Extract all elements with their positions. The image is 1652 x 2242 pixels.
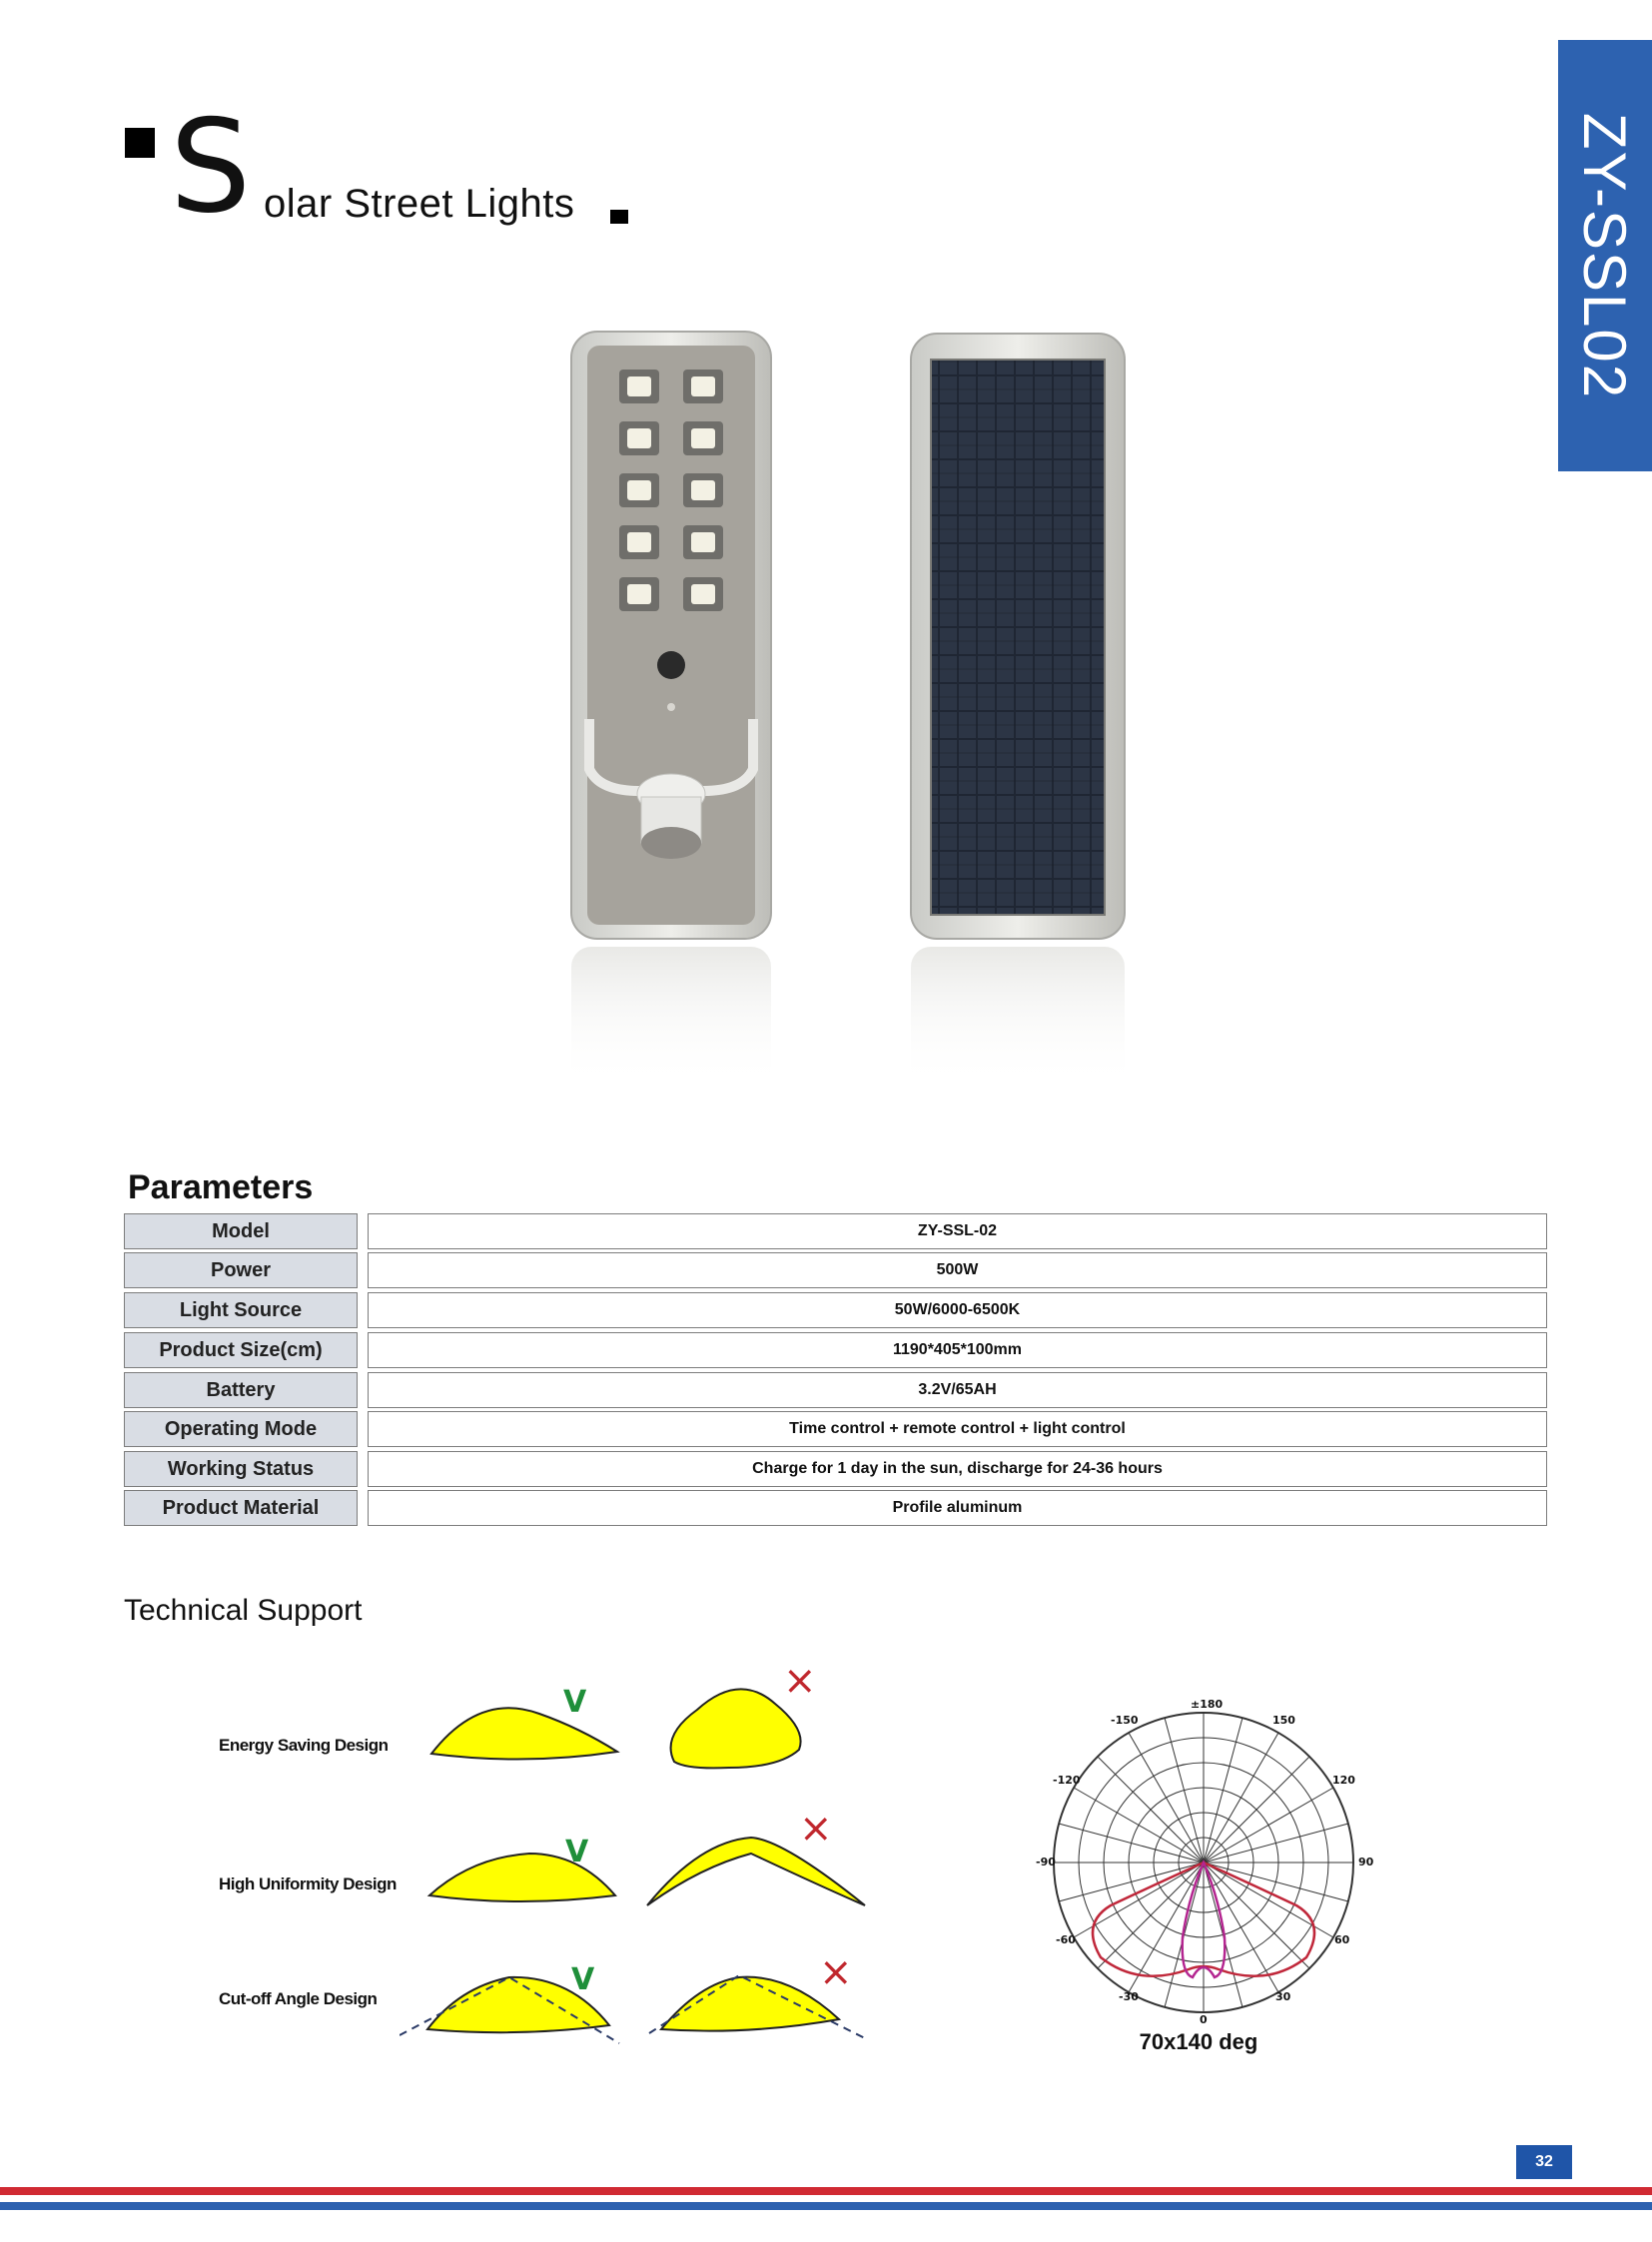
param-label: Product Material <box>124 1490 358 1526</box>
angle-label: -60 <box>1056 1933 1076 1946</box>
table-row <box>124 1252 1547 1288</box>
title-end-square <box>610 210 628 224</box>
param-value: 1190*405*100mm <box>368 1332 1547 1368</box>
title-bullet-square <box>125 128 155 158</box>
param-label: Light Source <box>124 1292 358 1328</box>
parameters-heading: Parameters <box>128 1168 314 1206</box>
page-title: olar Street Lights <box>264 182 575 226</box>
param-label: Working Status <box>124 1451 358 1487</box>
param-value: Charge for 1 day in the sun, discharge for 24-36 hours <box>368 1451 1547 1487</box>
angle-label: 0 <box>1200 2013 1208 2026</box>
design-label-energy-saving: Energy Saving Design <box>219 1736 389 1755</box>
beam-good-energy-saving <box>431 1708 617 1759</box>
angle-label: ±180 <box>1191 1698 1224 1711</box>
param-value: 500W <box>368 1252 1547 1288</box>
param-value: ZY-SSL-02 <box>368 1213 1547 1249</box>
side-tab-label: ZY-SSL02 <box>1571 112 1639 399</box>
param-label: Model <box>124 1213 358 1249</box>
check-mark-high-uniformity: V <box>565 1835 589 1869</box>
param-label: Product Size(cm) <box>124 1332 358 1368</box>
angle-label: 90 <box>1358 1856 1374 1868</box>
param-value: 50W/6000-6500K <box>368 1292 1547 1328</box>
page-number: 32 <box>1516 2145 1572 2179</box>
angle-label: -150 <box>1111 1714 1139 1727</box>
angle-label: 60 <box>1334 1933 1350 1946</box>
polar-distribution-chart <box>1029 1688 1388 2027</box>
table-row <box>124 1292 1547 1328</box>
beam-bad-cut-off <box>661 1977 839 2031</box>
angle-label: -120 <box>1053 1774 1081 1787</box>
angle-label: 120 <box>1332 1774 1355 1787</box>
model-side-tab <box>1558 40 1652 471</box>
beam-design-diagrams <box>400 1658 899 2057</box>
table-row <box>124 1332 1547 1368</box>
table-row <box>124 1411 1547 1447</box>
angle-label: -30 <box>1119 1990 1139 2003</box>
table-row <box>124 1213 1547 1249</box>
technical-support-heading: Technical Support <box>124 1594 363 1627</box>
cross-mark-cut-off: × <box>819 1949 853 1995</box>
param-value: 3.2V/65AH <box>368 1372 1547 1408</box>
title-initial-letter: S <box>170 93 252 242</box>
check-mark-energy-saving: V <box>563 1685 587 1720</box>
param-label: Operating Mode <box>124 1411 358 1447</box>
table-row <box>124 1372 1547 1408</box>
polar-chart-caption: 70x140 deg <box>1139 2029 1258 2054</box>
design-label-high-uniformity: High Uniformity Design <box>219 1874 397 1893</box>
param-label: Battery <box>124 1372 358 1408</box>
footer-stripe-red <box>0 2187 1652 2195</box>
angle-label: 30 <box>1275 1990 1291 2003</box>
angle-label: 150 <box>1272 1714 1295 1727</box>
footer-stripe-blue <box>0 2202 1652 2210</box>
check-mark-cut-off: V <box>571 1962 595 1997</box>
table-row <box>124 1490 1547 1526</box>
beam-bad-energy-saving <box>671 1689 801 1768</box>
table-row <box>124 1451 1547 1487</box>
cross-mark-energy-saving: × <box>783 1658 817 1704</box>
solar-panel-back <box>911 334 1125 939</box>
product-image <box>559 320 1159 1099</box>
cross-mark-high-uniformity: × <box>799 1806 833 1852</box>
param-value: Profile aluminum <box>368 1490 1547 1526</box>
param-label: Power <box>124 1252 358 1288</box>
angle-label: -90 <box>1036 1856 1056 1868</box>
light-unit-front <box>571 332 771 939</box>
param-value: Time control + remote control + light control <box>368 1411 1547 1447</box>
design-label-cut-off-angle: Cut-off Angle Design <box>219 1989 378 2008</box>
